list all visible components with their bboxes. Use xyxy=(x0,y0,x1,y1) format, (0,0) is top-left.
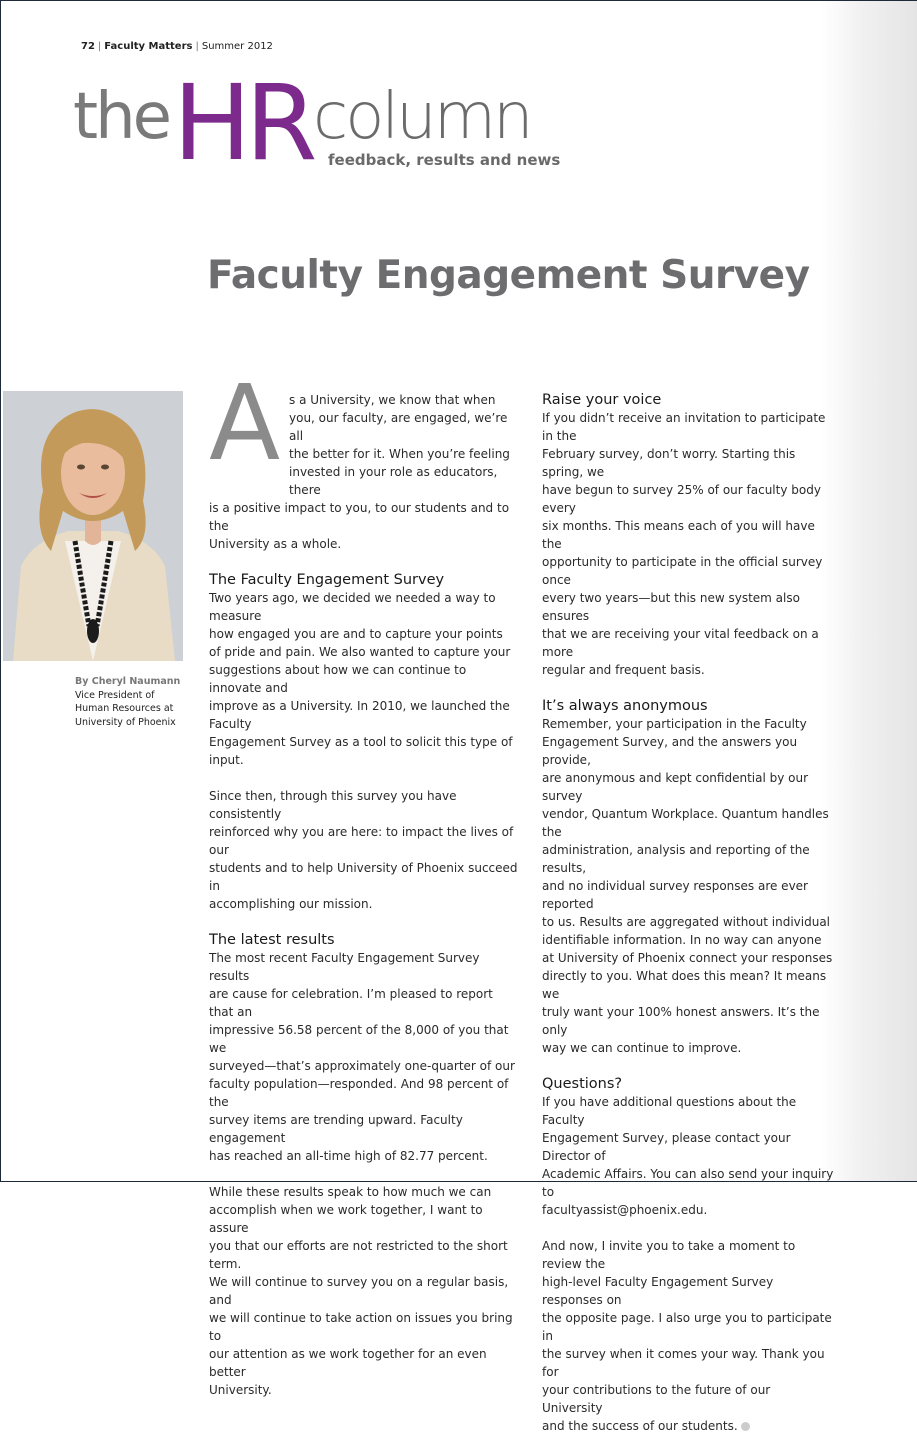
drop-cap: A xyxy=(209,362,281,484)
body-paragraph xyxy=(542,409,834,679)
body-paragraph xyxy=(542,715,834,1057)
text-line: accomplish when we work together, I want to assure xyxy=(209,1203,483,1235)
text-line: Since then, through this survey you have consistently xyxy=(209,789,457,821)
text-line: way we can continue to improve. xyxy=(542,1041,742,1055)
masthead-hr: HR xyxy=(173,62,312,184)
text-line: you that our efforts are not restricted to the short term. xyxy=(209,1239,508,1271)
section-heading: Raise your voice xyxy=(542,392,662,408)
text-line: accomplishing our mission. xyxy=(209,897,373,911)
column-masthead xyxy=(73,62,573,184)
text-line: how engaged you are and to capture your points xyxy=(209,627,503,641)
text-line: And now, I invite you to take a moment to review the xyxy=(542,1239,796,1271)
section-heading: The Faculty Engagement Survey xyxy=(209,572,445,588)
article-column-left xyxy=(209,362,521,1399)
magazine-name: Faculty Matters xyxy=(104,41,193,52)
text-line: truly want your 100% honest answers. It’s the only xyxy=(542,1005,820,1037)
text-line: directly to you. What does this mean? It means we xyxy=(542,969,827,1001)
lead-line: invested in your role as educators, there xyxy=(289,465,498,497)
masthead-subtitle: feedback, results and news xyxy=(328,151,561,169)
body-paragraph xyxy=(542,1237,834,1435)
text-line: If you didn’t receive an invitation to participate in the xyxy=(542,411,826,443)
text-line: Engagement Survey as a tool to solicit this type of input. xyxy=(209,735,513,767)
body-paragraph xyxy=(209,589,521,769)
text-line: high-level Faculty Engagement Survey responses on xyxy=(542,1275,774,1307)
text-line: Remember, your participation in the Faculty xyxy=(542,717,807,731)
text-line: have begun to survey 25% of our faculty body every xyxy=(542,483,821,515)
masthead-the: the xyxy=(73,80,170,154)
text-line: suggestions about how we can continue to innovate and xyxy=(209,663,467,695)
body-paragraph xyxy=(209,949,521,1165)
text-line: and no individual survey responses are ever reported xyxy=(542,879,808,911)
text-line: Engagement Survey, please contact your Director of xyxy=(542,1131,791,1163)
text-line: to us. Results are aggregated without individual xyxy=(542,915,831,929)
text-line: Engagement Survey, and the answers you provide, xyxy=(542,735,798,767)
text-line: improve as a University. In 2010, we launched the Faculty xyxy=(209,699,510,731)
text-line: of pride and pain. We also wanted to capture your xyxy=(209,645,511,659)
text-line: survey items are trending upward. Faculty engagement xyxy=(209,1113,463,1145)
text-line: at University of Phoenix connect your responses xyxy=(542,951,833,965)
text-line: surveyed—that’s approximately one-quarter of our xyxy=(209,1059,515,1073)
end-of-article-mark xyxy=(741,1422,750,1431)
masthead-column: column xyxy=(313,80,531,154)
lead-line: s a University, we know that when xyxy=(289,393,496,407)
text-line: Academic Affairs. You can also send your inquiry to xyxy=(542,1167,834,1199)
author-photo xyxy=(3,391,183,661)
lead-line: the better for it. When you’re feeling xyxy=(289,447,510,461)
text-line: Two years ago, we decided we needed a way to measure xyxy=(209,591,496,623)
section-heading: It’s always anonymous xyxy=(542,698,708,714)
text-line: identifiable information. In no way can anyone xyxy=(542,933,822,947)
text-line: that we are receiving your vital feedback on a more xyxy=(542,627,819,659)
byline-role-2: Human Resources at xyxy=(75,703,174,714)
body-paragraph xyxy=(542,1093,834,1219)
byline-role-1: Vice President of xyxy=(75,689,155,701)
text-line: our attention as we work together for an even better xyxy=(209,1347,487,1379)
text-line: February survey, don’t worry. Starting this spring, we xyxy=(542,447,796,479)
page-folio: 72 | Faculty Matters | Summer 2012 xyxy=(81,41,273,52)
text-line: students and to help University of Phoenix succeed in xyxy=(209,861,518,893)
lead-line: is a positive impact to you, to our students and to the xyxy=(209,501,510,533)
byline-role-3: University of Phoenix xyxy=(75,716,176,728)
text-line: The most recent Faculty Engagement Survey results xyxy=(209,951,480,983)
lead-line: you, our faculty, are engaged, we’re all xyxy=(289,411,508,443)
page-number: 72 xyxy=(81,41,95,52)
text-line: reinforced why you are here: to impact the lives of our xyxy=(209,825,514,857)
section-heading: The latest results xyxy=(209,932,335,948)
text-line: faculty population—responded. And 98 percent of the xyxy=(209,1077,509,1109)
text-line: your contributions to the future of our University xyxy=(542,1383,771,1415)
text-line: If you have additional questions about the Faculty xyxy=(542,1095,797,1127)
text-line: are cause for celebration. I’m pleased to report that an xyxy=(209,987,493,1019)
section-heading: Questions? xyxy=(542,1076,623,1092)
text-line: we will continue to take action on issues you bring to xyxy=(209,1311,513,1343)
author-byline xyxy=(75,675,180,729)
text-line: regular and frequent basis. xyxy=(542,663,705,677)
body-paragraph xyxy=(209,1183,521,1399)
article-headline: Faculty Engagement Survey xyxy=(207,253,810,298)
text-line: vendor, Quantum Workplace. Quantum handles the xyxy=(542,807,829,839)
byline-author: By Cheryl Naumann xyxy=(75,676,181,687)
text-line: the survey when it comes your way. Thank you for xyxy=(542,1347,825,1379)
text-line: every two years—but this new system also ensures xyxy=(542,591,800,623)
text-line: administration, analysis and reporting of the results, xyxy=(542,843,810,875)
text-line: and the success of our students. xyxy=(542,1417,834,1435)
text-line: While these results speak to how much we can xyxy=(209,1185,492,1199)
text-line: University. xyxy=(209,1383,272,1397)
text-line: are anonymous and kept confidential by our survey xyxy=(542,771,809,803)
lead-line: University as a whole. xyxy=(209,537,342,551)
text-line: has reached an all-time high of 82.77 percent. xyxy=(209,1149,488,1163)
article-column-right xyxy=(542,391,834,1435)
text-line: the opposite page. I also urge you to participate in xyxy=(542,1311,832,1343)
text-line: six months. This means each of you will have the xyxy=(542,519,815,551)
text-line: impressive 56.58 percent of the 8,000 of you that we xyxy=(209,1023,509,1055)
issue-label: Summer 2012 xyxy=(201,41,273,52)
text-line: opportunity to participate in the official survey once xyxy=(542,555,823,587)
text-line: We will continue to survey you on a regular basis, and xyxy=(209,1275,509,1307)
body-paragraph xyxy=(209,787,521,913)
lead-paragraph xyxy=(209,362,521,553)
text-line: facultyassist@phoenix.edu. xyxy=(542,1203,708,1217)
